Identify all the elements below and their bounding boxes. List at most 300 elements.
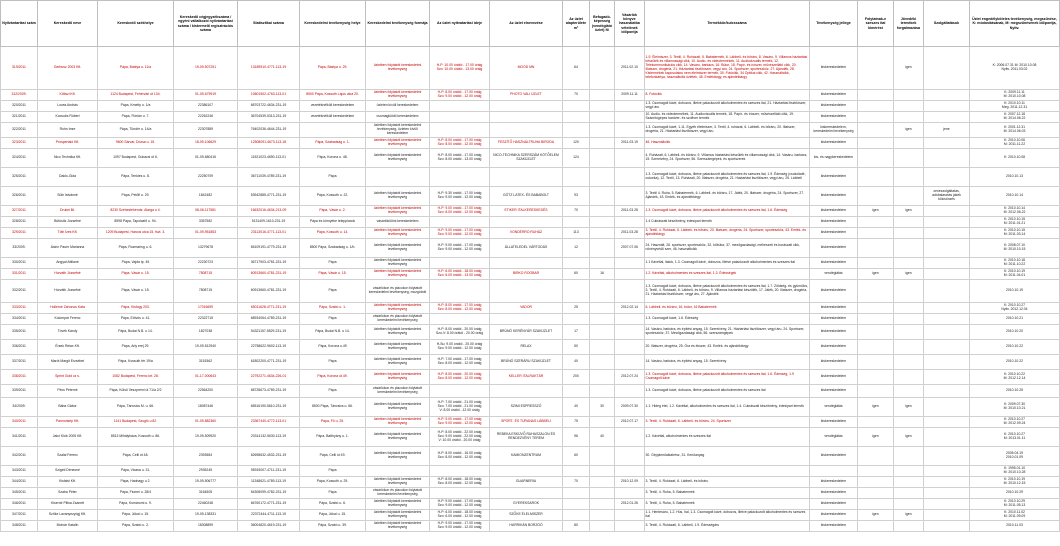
table-cell: 18-09-106629 xyxy=(174,138,238,149)
table-cell: üzletben folytatott kereskedelmi tevékenység xyxy=(366,187,430,206)
table-cell: Pápa, Flórián u. 7. xyxy=(98,112,174,123)
table-cell: 24. Használt, 26. sportszer, sporteszköz, 32. kőbútor, 37. mezőgazdasági, méhészeti és borászati cikk, növényvédő szer, 46. használtcikk xyxy=(645,239,810,258)
table-cell: igen xyxy=(894,428,924,447)
table-cell: üzletben folytatott kereskedelmi tevékenység xyxy=(366,355,430,370)
table-cell xyxy=(615,258,645,269)
table-cell: 40 xyxy=(563,398,590,417)
table-cell: 323/2011 xyxy=(1,138,38,149)
column-header: Statisztikai száma xyxy=(238,1,300,47)
table-cell: VADOR xyxy=(490,303,563,314)
table-cell: kiskereskedelem xyxy=(810,370,858,385)
table-cell xyxy=(430,258,490,269)
table-cell xyxy=(894,521,924,532)
table-cell: Pécs Péterné xyxy=(38,385,98,398)
table-cell: kiskereskedelem xyxy=(810,510,858,521)
table-cell xyxy=(894,417,924,428)
table-cell: 1.3. Csomagolt kávé, dobozos, illetve palackozott alkoholmentes és szeszes ital, 1.7. Zöldség- és gyümölcs, 3. Textil, 4. Ruházati, 6. Lábbeli- és bőráru, 9. Villamos háztartási készülék, 17. Játék, 20. Illatszer, drogéria, 21. Háztartási tisztítószer, vegyi áru, 27. Ajándék xyxy=(645,280,810,303)
table-cell: K: 2009.07.30 M: 2010.10.21 xyxy=(970,398,1060,417)
table-cell: 60 xyxy=(563,447,590,466)
table-cell xyxy=(563,499,590,510)
table-cell: 8230 Széhesfehérvár, Alarga u 4. xyxy=(98,206,174,217)
table-cell: Pápa, Kossuth u. 14. xyxy=(300,228,366,239)
table-cell: H-P: 8.00 órától - 17.00 óráig Szo: 8.00 órától - 13.00 óráig xyxy=(430,149,490,168)
table-cell: kiskereskedelem xyxy=(810,217,858,228)
table-cell: SZŐKE ÉLELMISZER xyxy=(490,510,563,521)
table-cell: 2012.07.17 xyxy=(615,417,645,428)
table-cell: üzletben folytatott kereskedelmi tevékenység xyxy=(366,340,430,355)
table-cell: 68934064-4789-231-19 xyxy=(238,314,300,325)
table-row xyxy=(1,90,1060,101)
table-cell xyxy=(430,488,490,499)
table-cell: K: 2010.10.27 M: 2013.01.11 xyxy=(970,428,1060,447)
table-cell: H-P: 10.00 órától - 17.00 óráig Szo: 10.00 órától - 13.00 óráig xyxy=(430,47,490,90)
table-cell: 1-9. Élelmiszer, 3. Textil, 4. Ruházati, 5. Babatermék, 6. Lábbeli- és bőráru, 8. Vasáru, 9. Villamos háztartási készülék és villamossági cikk, 10. Audio- és videotermékek, 11. Audiovizuális termék, 12. Telekommunikációs cikk, 14. Vasáru, barkács, 16. Bútor, 18. Papír- és írószer, művészellátó cikk, 20. Illatszer, drogéria, 21. Háztartási tisztítószer, vegyi áru, 24. Sportszer, sporteszköz, 27. Ajándék, 28. Kistermékek kapcsolatos nem élelmiszer termék, 30. Fotócikk, 34 Optikai cikk, 42. Használtcikk, telefonkártya, használtcikk üzletek, 45. Emléktárgy, és ajándéktárgy xyxy=(645,47,810,90)
table-cell: 343/2011 xyxy=(1,466,38,477)
table-cell: SPORT- ÉS TÚRANAS LÁBBELI xyxy=(490,417,563,428)
table-cell: 9600 Sárvár, Dózsa u. 15. xyxy=(98,138,174,149)
table-cell: üzletben folytatott kereskedelmi tevékenység xyxy=(366,149,430,168)
table-cell xyxy=(894,340,924,355)
table-cell: 331/2011 xyxy=(1,269,38,280)
table-cell: Süle Istvánné xyxy=(38,187,98,206)
table-cell: 30. Gépjárműalkatrész, 31. Kenőanyag xyxy=(645,447,810,466)
table-cell: 120 xyxy=(563,138,590,149)
table-cell: 326/2011 xyxy=(1,187,38,206)
table-cell: Pápa, Külső Veszprémi út 71/a 2/2 xyxy=(98,385,174,398)
table-cell xyxy=(894,325,924,340)
table-cell: 113 xyxy=(563,228,590,239)
table-cell xyxy=(615,269,645,280)
column-header: Üzlet engedélyköteles tevékenység, megszűnése, K: módosításának, M: megszűnésének időpontja, Nyitv. xyxy=(970,1,1060,47)
table-cell: 10601502-4763-113-01 xyxy=(238,90,300,101)
table-cell: 1209 Budapest, Harcos utca 15. fszt. 3. xyxy=(98,228,174,239)
table-cell: 36004820-4619-231-19 xyxy=(238,521,300,532)
column-header: Termékkör/kulcsszáma xyxy=(645,1,810,47)
table-cell: kiskereskedelem xyxy=(810,355,858,370)
table-cell: üzletben folytatott kereskedelmi tevékenység xyxy=(366,47,430,90)
table-cell xyxy=(894,355,924,370)
table-cell: 8500 Pápa, Szabadság u. 1/b. xyxy=(300,239,366,258)
table-cell: Drukei Bt. xyxy=(38,206,98,217)
table-cell xyxy=(430,280,490,303)
table-cell: H-P: 9.30 órától - 17.00 óráig Szo: 9.00 órától - 12.00 óráig xyxy=(430,187,490,206)
table-cell: Pápa xyxy=(300,466,366,477)
table-cell xyxy=(924,90,970,101)
table-cell: 344/2011 xyxy=(1,477,38,488)
table-cell: 8. Fotócikk xyxy=(645,90,810,101)
table-cell: 2010.10.13 xyxy=(970,168,1060,187)
table-cell: ÁLLATELEDEL VÁRTODÁS xyxy=(490,239,563,258)
table-cell: 4. Ruházati, 6. Lábbeli- és bőráru, 9. Villamos háztartási készülék és villamossági cikk, 14. Vasáru, barkács, 15. Szerelvény, 24. Sportszer, 56. Szerszámgépek, és sportszerek xyxy=(645,149,810,168)
table-cell: 22564200 xyxy=(174,385,238,398)
table-cell xyxy=(858,355,894,370)
table-cell xyxy=(490,488,563,499)
table-cell: üzletben folytatott kereskedelmi tevékenység xyxy=(366,206,430,217)
table-row xyxy=(1,314,1060,325)
table-cell: Pápa és környéke teleppiacok xyxy=(300,217,366,228)
table-cell: K: 2010.10.11 Meg. 2011.12.31 xyxy=(970,101,1060,112)
table-row xyxy=(1,521,1060,532)
table-cell: 22792271-4634-226-01 xyxy=(238,370,300,385)
table-cell: vásárlókon és piacokon folytatott kereskedelmi tevékenység xyxy=(366,385,430,398)
table-row xyxy=(1,206,1060,217)
table-cell: 2011.02.10 xyxy=(615,47,645,90)
table-cell: Lovas András xyxy=(38,101,98,112)
table-cell: 324/2011 xyxy=(1,149,38,168)
table-cell: 36704539-5313-231-19 xyxy=(238,112,300,123)
table-cell: 200 xyxy=(563,370,590,385)
table-cell xyxy=(563,217,590,228)
table-cell xyxy=(924,398,970,417)
table-cell: K: 2010.10.27 M: 2012.09.24 xyxy=(970,417,1060,428)
table-cell xyxy=(924,149,970,168)
table-cell: GÓTZ LATEX- ÉS BABABOLT xyxy=(490,187,563,206)
table-cell: 2011.03.28 xyxy=(615,228,645,239)
table-cell: H-P: 9.00 órától - 17.00 óráig Szo: 9.00 órától - 12.00 óráig xyxy=(430,499,490,510)
table-cell: kiskereskedelem xyxy=(810,488,858,499)
table-row xyxy=(1,280,1060,303)
table-row xyxy=(1,477,1060,488)
table-cell: üzletben folytatott kereskedelmi tevékenység xyxy=(366,447,430,466)
table-cell: KAMIONZENTRUM xyxy=(490,447,563,466)
header-row xyxy=(1,1,1060,47)
table-cell xyxy=(924,101,970,112)
table-cell: 124 xyxy=(563,149,590,168)
table-cell: kiskereskedelem xyxy=(810,228,858,239)
table-cell: kiskereskedelem xyxy=(810,477,858,488)
table-cell: 14. Vasáru, barkács, és építési anyag, 15. Szerelvény, 21. Háztartási tisztítószer, vegyi áru, 24. Sportszer, sporteszköz, 37. Mezőgazdasági cikk, 56. szerszámgépek xyxy=(645,325,810,340)
table-cell xyxy=(490,168,563,187)
table-cell: Pápa, Batthyány u. 1. xyxy=(300,428,366,447)
table-cell: Pápa xyxy=(300,488,366,499)
table-cell: üzletben folytatott kereskedelmi tevékenység xyxy=(366,258,430,269)
table-cell: H-P: 8.00 órától - 17.00 óráig Szo: 8.00 órától - 12.00 óráig xyxy=(430,303,490,314)
table-cell xyxy=(894,499,924,510)
table-cell: 19-09-138331 xyxy=(174,510,238,521)
table-cell xyxy=(563,280,590,303)
table-cell: 68728673-4789-231-19 xyxy=(238,385,300,398)
table-cell: vezetéknélküli kereskedelem xyxy=(300,112,366,123)
table-cell: GUARNERIA xyxy=(490,477,563,488)
table-cell: vezetéknélküli kereskedelem xyxy=(300,101,366,112)
table-cell xyxy=(894,228,924,239)
table-cell: K: 2010.10.14 M: 2012.06.22 xyxy=(970,206,1060,217)
table-cell xyxy=(894,370,924,385)
table-cell: 65516190-5610-231-19 xyxy=(238,398,300,417)
table-cell: K: 2010.10.15 M: 2011.01.21 xyxy=(970,217,1060,228)
table-cell: kiskereskedelem xyxy=(810,206,858,217)
table-cell: NICO-TECHNIKA SZERSZÁM KÖTŐELEM SZAKÜZLET xyxy=(490,149,563,168)
table-cell: 2007.07.06 xyxy=(615,239,645,258)
table-cell: kiskereskedelem xyxy=(810,521,858,532)
table-cell xyxy=(924,206,970,217)
table-cell: 01-09-882360 xyxy=(174,417,238,428)
table-row xyxy=(1,325,1060,340)
table-cell: jene xyxy=(924,123,970,138)
table-cell: FESZÍTŐ HASZNÁLTRUHA BIRODA xyxy=(490,138,563,149)
table-cell: 1827038 xyxy=(174,325,238,340)
table-cell xyxy=(563,101,590,112)
table-cell: Szalai Ferenc xyxy=(38,447,98,466)
table-cell xyxy=(894,447,924,466)
table-cell: 20. Illatszer, drogéria, 25. Óra és ékszer, 43. Emlék- és ajándéktárgy xyxy=(645,340,810,355)
table-cell: 22322715 xyxy=(174,314,238,325)
table-cell xyxy=(615,355,645,370)
table-cell: H-P: 9.00 órától - 17.00 óráig Szo: 9.00 órától - 12.00 óráig xyxy=(430,521,490,532)
table-cell xyxy=(858,499,894,510)
table-cell: 2011.03.19 xyxy=(615,138,645,149)
table-cell: K: 2008.07.10 M: 2010.10.15 xyxy=(970,239,1060,258)
table-cell: Pápa, Szabó u. 2. xyxy=(98,521,174,532)
table-cell xyxy=(590,325,615,340)
table-cell: 68703722-4634-231-19 xyxy=(238,101,300,112)
table-cell: 3. Textil, 4. Ruha, 5. Babatermék xyxy=(645,488,810,499)
table-cell: REBEKA ESKÜVŐ RUHASZALON ÉS RENDEZVÉNY TEREM xyxy=(490,428,563,447)
table-cell: Pápa, Rozmaring u. 6. xyxy=(98,239,174,258)
table-cell: igen xyxy=(858,206,894,217)
table-cell: 2012.07.24 xyxy=(615,370,645,385)
table-cell xyxy=(924,168,970,187)
table-cell: Pápa, Celli út 49. xyxy=(300,447,366,466)
table-cell xyxy=(590,280,615,303)
table-cell xyxy=(894,168,924,187)
table-cell: 8500 Pápa, Táncsics u. 66. xyxy=(300,398,366,417)
table-cell xyxy=(924,258,970,269)
table-cell xyxy=(894,217,924,228)
table-cell xyxy=(645,466,810,477)
table-cell: 22758622-9602-113-19 xyxy=(238,340,300,355)
table-row xyxy=(1,447,1060,466)
table-cell xyxy=(590,385,615,398)
table-cell: K: 2010.10.29 M: 2011.05.13 xyxy=(970,499,1060,510)
table-cell: 60 xyxy=(563,269,590,280)
table-cell: 338/2011 xyxy=(1,370,38,385)
table-row xyxy=(1,340,1060,355)
table-cell xyxy=(924,340,970,355)
table-cell: 1.3. Csomagolt kávé, dobozos, illetve palackozott alkoholmentes és szeszes ital, 1.6. Édesség, 1.9 Csomagolt kávé xyxy=(645,370,810,385)
table-cell: H-P: 7.00 órától - 21.00 óráig Szo: 7.00 órától - 21.00 óráig V: 8.00 órától - 12.00 óráig xyxy=(430,398,490,417)
table-row xyxy=(1,168,1060,187)
table-cell: Pápa xyxy=(300,385,366,398)
table-cell: Érsek Relax Kft. xyxy=(38,340,98,355)
table-cell xyxy=(894,477,924,488)
table-cell: 16632016-4634-213-09 xyxy=(238,206,300,217)
table-cell xyxy=(430,168,490,187)
table-cell: RELAX xyxy=(490,340,563,355)
table-cell: Kiserné Piltsa Zsanett xyxy=(38,499,98,510)
table-cell: kiskereskedelem xyxy=(810,138,858,149)
table-cell: üzletben folytatott kereskedelmi tevékenység xyxy=(366,398,430,417)
table-cell: üzletben folytatott kereskedelmi tevékenység xyxy=(366,499,430,510)
table-cell xyxy=(590,488,615,499)
table-cell xyxy=(894,280,924,303)
table-cell: 64 xyxy=(563,47,590,90)
column-header: Tevékenység jellege xyxy=(810,1,858,47)
table-cell: 2010.10.22 xyxy=(970,340,1060,355)
table-cell xyxy=(490,217,563,228)
table-cell: 2010.12.09 xyxy=(615,477,645,488)
table-cell: 12508091-4673-113-18 xyxy=(238,138,300,149)
table-cell: kis- és nagykereskedelem xyxy=(810,149,858,168)
table-cell xyxy=(924,303,970,314)
table-cell xyxy=(924,138,970,149)
table-cell: 1842482 xyxy=(174,187,238,206)
table-cell xyxy=(590,466,615,477)
table-cell xyxy=(490,101,563,112)
table-cell: üzletben folytatott kereskedelmi tevékenység xyxy=(366,269,430,280)
table-cell xyxy=(894,385,924,398)
table-cell xyxy=(430,466,490,477)
table-cell xyxy=(590,90,615,101)
table-cell: 333/2011 xyxy=(1,303,38,314)
table-cell: igen xyxy=(858,510,894,521)
table-cell: 96 xyxy=(563,428,590,447)
table-cell: üzletben folytatott kereskedelmi tevékenység xyxy=(366,521,430,532)
table-cell xyxy=(924,477,970,488)
table-cell xyxy=(858,303,894,314)
table-cell xyxy=(615,101,645,112)
table-row xyxy=(1,239,1060,258)
table-cell: MOOD MN xyxy=(490,47,563,90)
table-cell: Pápa, Fiumei u. 28/4 xyxy=(98,488,174,499)
column-header: Kereskedelmi tevékenység helye xyxy=(300,1,366,47)
table-row xyxy=(1,499,1060,510)
table-cell: H-P: 9.00 órától - 17.00 óráig Szo: 8.00 órától - 12.00 óráig xyxy=(430,206,490,217)
table-cell: H-Su: 9.00 órától - 20.00 óráig Szo: 9.00 órától - 12.00 óráig xyxy=(430,340,490,355)
table-cell: Pápa, Szabadság u. 1. xyxy=(300,138,366,149)
table-cell xyxy=(563,112,590,123)
table-cell: Pápa, Budai N.B. u 14. xyxy=(98,325,174,340)
table-cell: üzletben folytatott kereskedelmi tevékenység xyxy=(366,239,430,258)
table-cell: 3. Textil, 4. Ruházat, 6. Lábbeli- és bőráru, 20. Illatszer, drogéria, 24. Sportszer, sporteszköz, 43. Emlék- és ajándéktárgy xyxy=(645,228,810,239)
table-cell: K: 2007.12.18 M: 2014.06.22 xyxy=(970,112,1060,123)
table-cell: vásárlókon és piacokon folytatott kereskedelmi tevékenység xyxy=(366,314,430,325)
table-cell: K: 1995.01.10 M: 2010.10.28 xyxy=(970,466,1060,477)
table-cell: K: 2010.11.02 M: 2011.09.09 xyxy=(970,510,1060,521)
table-cell: 93 xyxy=(563,187,590,206)
table-cell: Pápa, Kossuth u. 22. xyxy=(300,187,366,206)
table-cell xyxy=(858,314,894,325)
table-cell xyxy=(615,385,645,398)
table-cell xyxy=(615,466,645,477)
table-cell xyxy=(366,168,430,187)
table-cell xyxy=(430,101,490,112)
table-cell: üzleten kívüli kereskedelem xyxy=(366,101,430,112)
table-cell: 2012.02.14 xyxy=(615,303,645,314)
table-cell xyxy=(590,499,615,510)
table-cell xyxy=(924,510,970,521)
table-cell: H-P: 9.00 órától - 17.00 óráig Szo: 9.00 órától - 12.00 óráig xyxy=(430,417,490,428)
table-cell xyxy=(924,314,970,325)
table-cell: Pápa, Budai N.B. u 14. xyxy=(300,325,366,340)
table-cell: 65011628-4771-231-19 xyxy=(238,303,300,314)
table-cell: 8598 Pápa, Tapolcafő u. 94. xyxy=(98,217,174,228)
table-cell: 5131409-1610-231-19 xyxy=(238,217,300,228)
column-header: Befogadó-képesség (vendéglátó üzlet) fő xyxy=(590,1,615,47)
table-row xyxy=(1,428,1060,447)
table-cell: 53942885-4771-231-19 xyxy=(238,187,300,206)
table-cell: kiskereskedelem xyxy=(810,314,858,325)
table-row xyxy=(1,138,1060,149)
table-cell xyxy=(590,340,615,355)
table-cell: Pápa, Kmetty u. 1/a xyxy=(98,101,174,112)
table-cell xyxy=(858,228,894,239)
table-cell: H-P: 9.00 órától - 17.00 óráig Szo: 9.00 órától - 12.00 óráig xyxy=(430,239,490,258)
table-cell: 70 xyxy=(563,90,590,101)
table-cell: 3. Textil, 4. Ruházati, 6. Lábbeli- és bőráru, 24. Sportszer xyxy=(645,417,810,428)
table-cell: vendéglátás xyxy=(810,398,858,417)
table-cell: 1.2. Kávéital, alkoholmentes és szeszes ital xyxy=(645,428,810,447)
table-cell: 16 xyxy=(590,269,615,280)
table-cell: Kőtiszi Kft. xyxy=(38,90,98,101)
table-cell: 2009.11.11 xyxy=(615,90,645,101)
table-cell: 17 xyxy=(563,325,590,340)
table-cell: 312/2009. xyxy=(1,90,38,101)
table-cell xyxy=(924,428,970,447)
table-cell xyxy=(563,168,590,187)
table-cell: ETIKER ITALKERESKEDÉS xyxy=(490,206,563,217)
table-cell: üzletben folytatott kereskedelmi tevékenység xyxy=(366,138,430,149)
table-row xyxy=(1,123,1060,138)
table-cell: 3. Textil, 4. Ruha, 5. Babatermék xyxy=(645,499,810,510)
table-cell: Hollerné Zahonos Kata xyxy=(38,303,98,314)
table-cell: Kocsubs Róbert xyxy=(38,112,98,123)
column-header: Kereskedő székhelye xyxy=(98,1,174,47)
table-cell: 347/2011 xyxy=(1,510,38,521)
table-cell xyxy=(590,101,615,112)
table-cell: 322/2011 xyxy=(1,123,38,138)
table-cell xyxy=(924,280,970,303)
table-cell xyxy=(615,112,645,123)
column-header: Folytatnak-e szeszes ital kimérést xyxy=(858,1,894,47)
table-cell xyxy=(894,303,924,314)
table-cell: H-P: 9.00 órától - 17.00 óráig Szo: 9.00 órától - 12.00 óráig xyxy=(430,228,490,239)
table-cell: igen xyxy=(894,123,924,138)
table-cell: Pápa, Vicasa u. 31. xyxy=(98,466,174,477)
table-cell xyxy=(894,149,924,168)
table-cell: H-P: 8.00 órától - 20.00 óráig Szo: 8.00 órától - 12.00 óráig xyxy=(430,370,490,385)
table-cell: üzletben folytatott kereskedelmi tevékenység xyxy=(366,303,430,314)
table-cell: 2393584 xyxy=(174,447,238,466)
table-cell: üzletben folytatott kereskedelmi tevékenység, üzleten kívüli kereskedelem xyxy=(366,123,430,138)
table-cell xyxy=(858,488,894,499)
table-row xyxy=(1,269,1060,280)
table-cell xyxy=(590,447,615,466)
table-cell: kiskereskedelem xyxy=(810,447,858,466)
table-cell xyxy=(924,355,970,370)
table-cell xyxy=(615,217,645,228)
table-cell: igen xyxy=(858,398,894,417)
table-cell xyxy=(858,325,894,340)
table-cell xyxy=(858,258,894,269)
table-cell xyxy=(366,466,430,477)
table-cell: Pápa, Fő u. 25. xyxy=(300,417,366,428)
table-cell xyxy=(590,123,615,138)
table-cell: kiskereskedelem xyxy=(810,417,858,428)
table-cell xyxy=(894,187,924,206)
table-cell xyxy=(563,466,590,477)
table-cell: Pápa, Hadnagy u 2. xyxy=(98,477,174,488)
table-cell: Nico Technika Kft. xyxy=(38,149,98,168)
table-cell xyxy=(924,370,970,385)
table-cell xyxy=(858,417,894,428)
table-cell xyxy=(563,314,590,325)
table-cell xyxy=(924,417,970,428)
table-cell: 2009.07.30 xyxy=(615,398,645,417)
table-cell: 17016699 xyxy=(174,303,238,314)
table-cell xyxy=(924,47,970,90)
table-cell: Kisfalvi Kft. xyxy=(38,477,98,488)
